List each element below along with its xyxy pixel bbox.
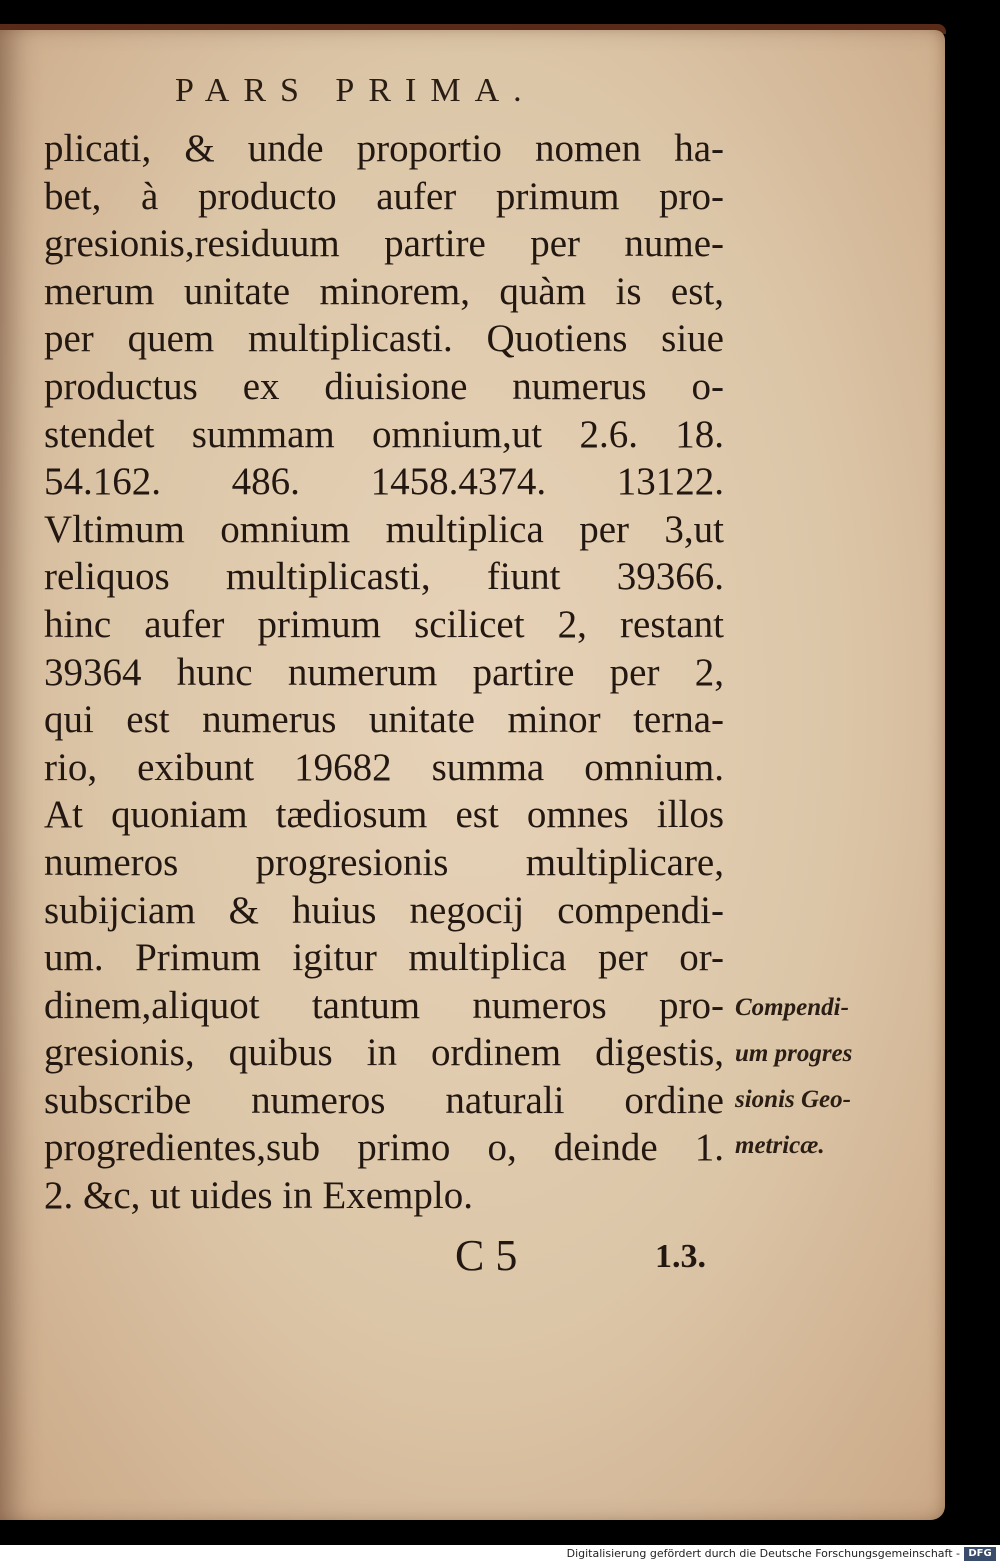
text-line: 54.162. 486. 1458.4374. 13122. xyxy=(44,460,724,504)
body-text xyxy=(44,125,724,1220)
text-line: merum unitate minorem, quàm is est, xyxy=(44,269,724,313)
text-line: um. Primum igitur multiplica per or- xyxy=(44,936,724,980)
text-line: subscribe numeros naturali ordine xyxy=(44,1078,724,1122)
text-line: subijciam & huius negocij compendi- xyxy=(44,888,724,932)
text-line-last: 2. &c, ut uides in Exemplo. xyxy=(44,1174,473,1218)
text-line: dinem,aliquot tantum numeros pro- xyxy=(44,983,724,1027)
dfg-logo: DFG xyxy=(964,1547,996,1561)
marginal-line: Compendi- xyxy=(735,994,849,1021)
text-line: per quem multiplicasti. Quotiens siue xyxy=(44,317,724,361)
text-line: bet, à producto aufer primum pro- xyxy=(44,174,724,218)
signature-mark: C 5 xyxy=(455,1231,518,1280)
text-line: progredientes,sub primo o, deinde 1. xyxy=(44,1126,724,1170)
digitization-footer xyxy=(0,1545,1000,1563)
catchword: 1.3. xyxy=(655,1238,706,1275)
text-line: numeros progresionis multiplicare, xyxy=(44,840,724,884)
text-line: gresionis, quibus in ordinem digestis, xyxy=(44,1031,724,1075)
marginal-line: um progres xyxy=(735,1040,853,1067)
marginal-note xyxy=(735,985,925,1169)
text-line: plicati, & unde proportio nomen ha- xyxy=(44,127,724,170)
text-line: At quoniam tædiosum est omnes illos xyxy=(44,793,724,837)
text-line: productus ex diuisione numerus o- xyxy=(44,364,724,408)
text-line: rio, exibunt 19682 summa omnium. xyxy=(44,745,724,789)
footer-credit: Digitalisierung gefördert durch die Deutsche Forschungsgemeinschaft - xyxy=(566,1547,960,1560)
marginal-line: sionis Geo- xyxy=(735,1086,851,1113)
text-line: 39364 hunc numerum partire per 2, xyxy=(44,650,724,694)
text-line: qui est numerus unitate minor terna- xyxy=(44,698,724,742)
text-line: gresionis,residuum partire per nume- xyxy=(44,222,724,266)
marginal-line: metricæ. xyxy=(735,1132,825,1159)
running-head: PARS PRIMA. xyxy=(175,72,536,109)
text-line: stendet summam omnium,ut 2.6. 18. xyxy=(44,412,724,456)
text-line: Vltimum omnium multiplica per 3,ut xyxy=(44,507,724,551)
text-line: reliquos multiplicasti, fiunt 39366. xyxy=(44,555,724,599)
text-line: hinc aufer primum scilicet 2, restant xyxy=(44,602,724,646)
